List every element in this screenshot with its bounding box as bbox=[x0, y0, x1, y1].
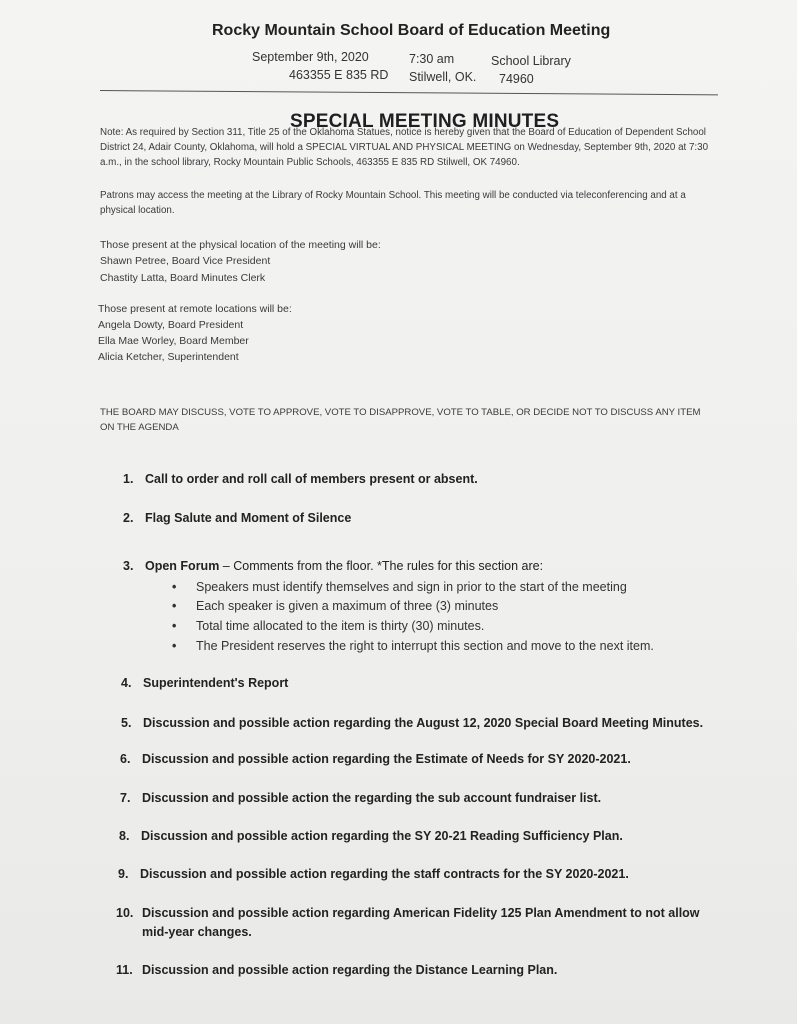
agenda-number: 6. bbox=[120, 752, 131, 766]
document-title: SPECIAL MEETING MINUTES bbox=[290, 111, 560, 132]
meeting-city: Stilwell, OK. bbox=[409, 70, 477, 84]
agenda-item bbox=[116, 906, 700, 920]
agenda-text-rest: – Comments from the floor. *The rules for this section are: bbox=[219, 559, 544, 573]
forum-rule-text: Speakers must identify themselves and sign in prior to the start of the meeting bbox=[196, 580, 627, 594]
agenda-number: 11. bbox=[116, 963, 133, 977]
agenda-number: 2. bbox=[123, 511, 134, 525]
meeting-date: September 9th, 2020 bbox=[252, 50, 369, 64]
agenda-number: 7. bbox=[120, 791, 131, 805]
agenda-text: Call to order and roll call of members present or absent. bbox=[145, 472, 478, 486]
legal-notice: Note: As required by Section 311, Title 25 of the Oklahoma Statues, notice is hereby given that the Board of Education of Dependent School District 24, Adair County, Oklahoma, will hold a SPECIAL VIRTUAL AND PHYSICAL MEETING on Wednesday, September 9th, 2020 at 7:30 a.m., in the school library, Rocky Mountain Public Schools, 463355 E 835 RD Stilwell, OK 74960. bbox=[100, 127, 709, 168]
forum-rule-text: The President reserves the right to interrupt this section and move to the next item. bbox=[196, 639, 654, 653]
agenda-text: Discussion and possible action regarding the Estimate of Needs for SY 2020-2021. bbox=[142, 752, 631, 766]
agenda-item bbox=[123, 559, 543, 573]
agenda-text: Superintendent's Report bbox=[143, 676, 289, 690]
bullet-icon: • bbox=[172, 639, 177, 653]
agenda-number: 4. bbox=[121, 676, 132, 690]
agenda-text: Open Forum bbox=[145, 559, 220, 573]
agenda-item bbox=[119, 829, 623, 843]
remote-person: Alicia Ketcher, Superintendent bbox=[98, 351, 239, 363]
agenda-text: Discussion and possible action the regarding the sub account fundraiser list. bbox=[142, 791, 602, 805]
agenda-item bbox=[123, 511, 351, 525]
agenda-text: Discussion and possible action regarding the staff contracts for the SY 2020-2021. bbox=[140, 867, 629, 881]
forum-rule-text: Total time allocated to the item is thirty (30) minutes. bbox=[196, 619, 485, 633]
forum-rule bbox=[172, 639, 654, 653]
physical-person: Chastity Latta, Board Minutes Clerk bbox=[100, 272, 266, 284]
bullet-icon: • bbox=[172, 619, 177, 633]
agenda-number: 1. bbox=[123, 472, 134, 486]
bullet-icon: • bbox=[172, 580, 177, 594]
remote-heading: Those present at remote locations will be: bbox=[98, 303, 292, 315]
agenda-item bbox=[120, 791, 601, 805]
meeting-zip: 74960 bbox=[499, 72, 534, 86]
meeting-time: 7:30 am bbox=[409, 52, 455, 66]
agenda-number: 5. bbox=[121, 716, 132, 730]
agenda-number: 8. bbox=[119, 829, 130, 843]
agenda-text: Discussion and possible action regarding the August 12, 2020 Special Board Meeting Minutes. bbox=[143, 716, 704, 730]
remote-person: Ella Mae Worley, Board Member bbox=[98, 335, 249, 347]
agenda-number: 9. bbox=[118, 867, 129, 881]
patrons-notice: Patrons may access the meeting at the Library of Rocky Mountain School. This meeting will be conducted via teleconferencing and at a physical location. bbox=[100, 190, 686, 216]
physical-heading: Those present at the physical location of the meeting will be: bbox=[100, 239, 381, 251]
meeting-title: Rocky Mountain School Board of Education Meeting bbox=[212, 22, 611, 39]
agenda-number: 3. bbox=[123, 559, 134, 573]
forum-rule-text: Each speaker is given a maximum of three (3) minutes bbox=[196, 599, 499, 613]
agenda-item bbox=[118, 867, 629, 881]
bullet-icon: • bbox=[172, 599, 177, 613]
agenda-item bbox=[120, 752, 631, 766]
agenda-item bbox=[121, 676, 288, 690]
agenda-text: Discussion and possible action regarding the SY 20-21 Reading Sufficiency Plan. bbox=[141, 829, 623, 843]
meeting-location: School Library bbox=[491, 54, 571, 68]
forum-rule bbox=[172, 619, 484, 633]
board-statement: THE BOARD MAY DISCUSS, VOTE TO APPROVE, VOTE TO DISAPPROVE, VOTE TO TABLE, OR DECIDE NOT TO DISCUSS ANY ITEM ON THE AGENDA bbox=[100, 407, 701, 433]
agenda-text: Discussion and possible action regarding American Fidelity 125 Plan Amendment to not allow bbox=[142, 906, 700, 920]
header-divider bbox=[100, 90, 718, 95]
physical-person: Shawn Petree, Board Vice President bbox=[100, 255, 271, 267]
agenda-item-continuation: mid-year changes. bbox=[142, 925, 252, 939]
meeting-address: 463355 E 835 RD bbox=[289, 68, 389, 82]
agenda-text: Flag Salute and Moment of Silence bbox=[145, 511, 352, 525]
agenda-number: 10. bbox=[116, 906, 134, 920]
agenda-item bbox=[121, 716, 703, 730]
forum-rule bbox=[172, 599, 498, 613]
agenda-item bbox=[116, 963, 557, 977]
agenda-text: Discussion and possible action regarding the Distance Learning Plan. bbox=[142, 963, 558, 977]
forum-rule bbox=[172, 580, 627, 594]
remote-person: Angela Dowty, Board President bbox=[98, 319, 244, 331]
agenda-item bbox=[123, 472, 478, 486]
